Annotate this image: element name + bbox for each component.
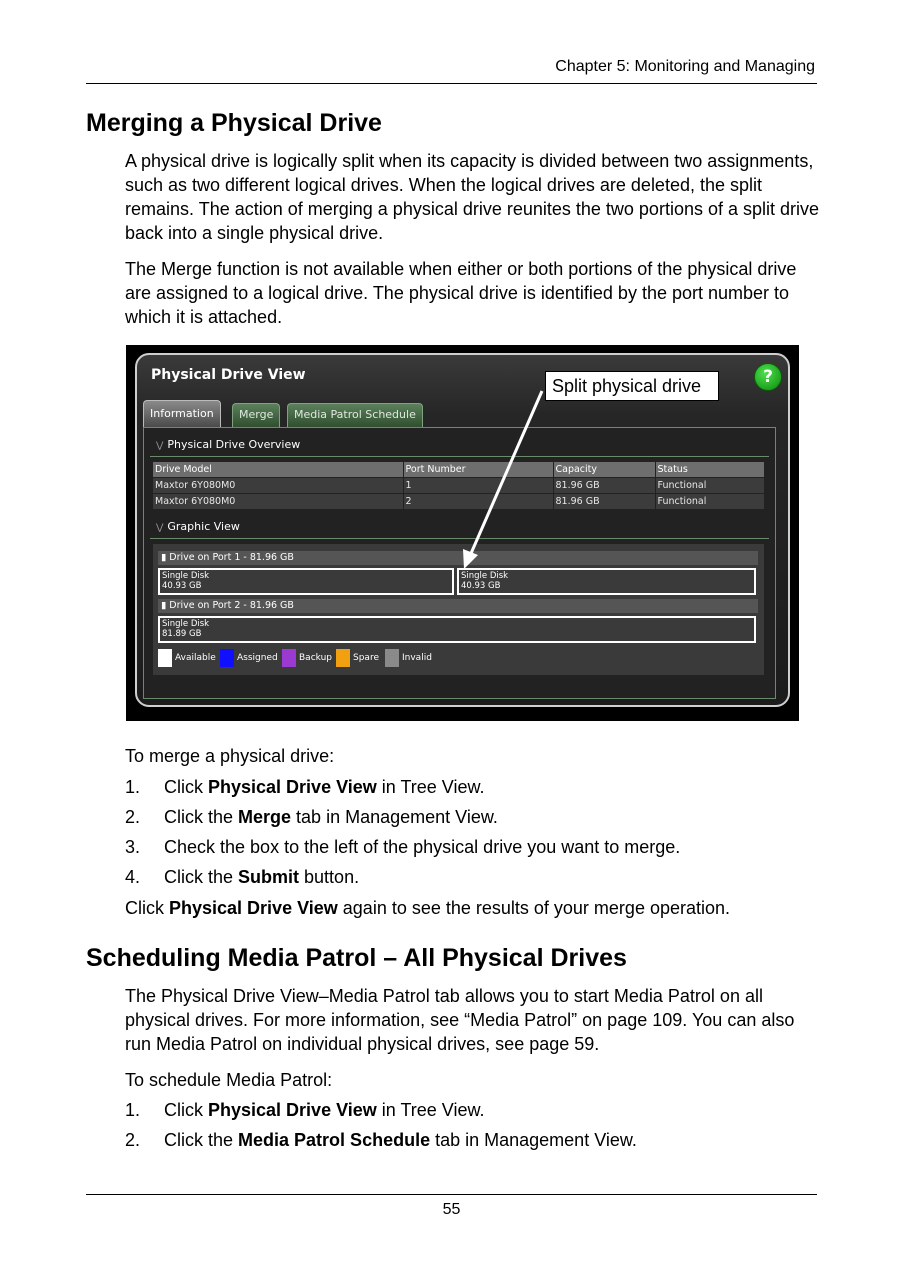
step-bold-text: Physical Drive View	[208, 1100, 377, 1120]
drive-model-cell: Maxtor 6Y080M0	[153, 494, 403, 510]
drive-icon: ▮	[161, 552, 167, 563]
paragraph-merge-availability: The Merge function is not available when either or both portions of the physical drive are assigned to a logical drive. The physical drive is identified by the port number to which it is attached.	[125, 259, 797, 327]
schedule-step-2	[125, 1128, 637, 1152]
disk-size: 81.89 GB	[162, 629, 202, 639]
merge-intro: To merge a physical drive:	[125, 746, 335, 766]
legend-label: Backup	[299, 653, 332, 663]
legend-label: Invalid	[402, 653, 432, 663]
schedule-step-1	[125, 1098, 485, 1122]
help-icon[interactable]: ?	[754, 363, 782, 391]
step-text: Click the	[164, 1130, 239, 1150]
step-text: Check the box to the left of the physical drive you want to merge.	[164, 837, 681, 857]
step-text: in Tree View.	[376, 1100, 485, 1120]
footer-divider	[86, 1194, 817, 1195]
chevron-down-icon: ⋁	[156, 523, 164, 533]
capacity-cell: 81.96 GB	[553, 478, 655, 494]
disk-type: Single Disk	[162, 571, 210, 581]
disk-type: Single Disk	[461, 571, 509, 581]
drive-icon: ▮	[161, 600, 167, 611]
step-number: 1.	[125, 777, 141, 797]
column-header: Port Number	[403, 462, 553, 478]
page-number: 55	[442, 1201, 461, 1218]
port-number-cell: 2	[403, 494, 553, 510]
section-heading-scheduling: Scheduling Media Patrol – All Physical Drives	[86, 944, 627, 972]
step-bold-text: Submit	[238, 867, 300, 887]
port-number-cell: 1	[403, 478, 553, 494]
merge-step-1	[125, 775, 485, 799]
outro-text: again to see the results of your merge operation.	[337, 898, 731, 918]
tab-media-patrol-schedule[interactable]: Media Patrol Schedule	[287, 403, 423, 427]
step-text: Click	[164, 777, 208, 797]
callout-arrow-head	[463, 549, 478, 569]
section-heading-merging: Merging a Physical Drive	[86, 109, 382, 137]
port-1-label: Drive on Port 1 - 81.96 GB	[169, 552, 294, 563]
merge-step-2	[125, 805, 498, 829]
merge-outro	[125, 896, 730, 920]
status-cell: Functional	[655, 478, 764, 494]
physical-drive-view-screenshot	[126, 345, 799, 721]
step-number: 4.	[125, 867, 141, 887]
paragraph-split-explanation: A physical drive is logically split when its capacity is divided between two assignments, such as two different logical drives. When the logical drives are deleted, the split remains. The action of merging a physical drive reunites the two portions of a split drive back into a single physical drive.	[125, 151, 820, 243]
step-text: tab in Management View.	[430, 1130, 637, 1150]
outro-text: Click	[125, 898, 169, 918]
panel-title: Physical Drive View	[151, 367, 306, 383]
disk-size: 40.93 GB	[162, 581, 202, 591]
tab-information[interactable]: Information	[143, 400, 221, 427]
callout-arrow	[126, 345, 799, 721]
step-number: 1.	[125, 1100, 141, 1120]
tab-merge[interactable]: Merge	[232, 403, 280, 427]
legend-label: Available	[175, 653, 216, 663]
step-bold-text: Merge	[238, 807, 292, 827]
step-text: button.	[299, 867, 360, 887]
disk-type: Single Disk	[162, 619, 210, 629]
step-number: 3.	[125, 837, 141, 857]
column-header: Drive Model	[153, 462, 403, 478]
overview-section-title: Physical Drive Overview	[167, 438, 301, 451]
step-text: in Tree View.	[376, 777, 485, 797]
graphic-section-title: Graphic View	[167, 520, 240, 533]
column-header: Status	[655, 462, 764, 478]
step-bold-text: Media Patrol Schedule	[238, 1130, 431, 1150]
status-cell: Functional	[655, 494, 764, 510]
chevron-down-icon: ⋁	[156, 441, 164, 451]
schedule-intro: To schedule Media Patrol:	[125, 1070, 333, 1090]
legend-label: Assigned	[237, 653, 278, 663]
step-number: 2.	[125, 807, 141, 827]
callout-arrow-line	[469, 391, 542, 558]
chapter-title: Chapter 5: Monitoring and Managing	[555, 58, 815, 75]
column-header: Capacity	[553, 462, 655, 478]
disk-size: 40.93 GB	[461, 581, 501, 591]
step-text: tab in Management View.	[291, 807, 498, 827]
outro-bold-text: Physical Drive View	[169, 898, 338, 918]
step-bold-text: Physical Drive View	[208, 777, 377, 797]
drive-model-cell: Maxtor 6Y080M0	[153, 478, 403, 494]
split-drive-callout: Split physical drive	[545, 371, 719, 401]
port-2-label: Drive on Port 2 - 81.96 GB	[169, 600, 294, 611]
step-number: 2.	[125, 1130, 141, 1150]
step-text: Click the	[164, 807, 239, 827]
paragraph-media-patrol: The Physical Drive View–Media Patrol tab allows you to start Media Patrol on all physical drives. For more information, see “Media Patrol” on page 109. You can also run Media Patrol on individual physical drives, see page 59.	[125, 986, 795, 1054]
merge-step-4	[125, 865, 359, 889]
header-divider	[86, 83, 817, 84]
step-text: Click	[164, 1100, 208, 1120]
capacity-cell: 81.96 GB	[553, 494, 655, 510]
legend-label: Spare	[353, 653, 379, 663]
step-text: Click the	[164, 867, 239, 887]
merge-step-3	[125, 835, 680, 859]
